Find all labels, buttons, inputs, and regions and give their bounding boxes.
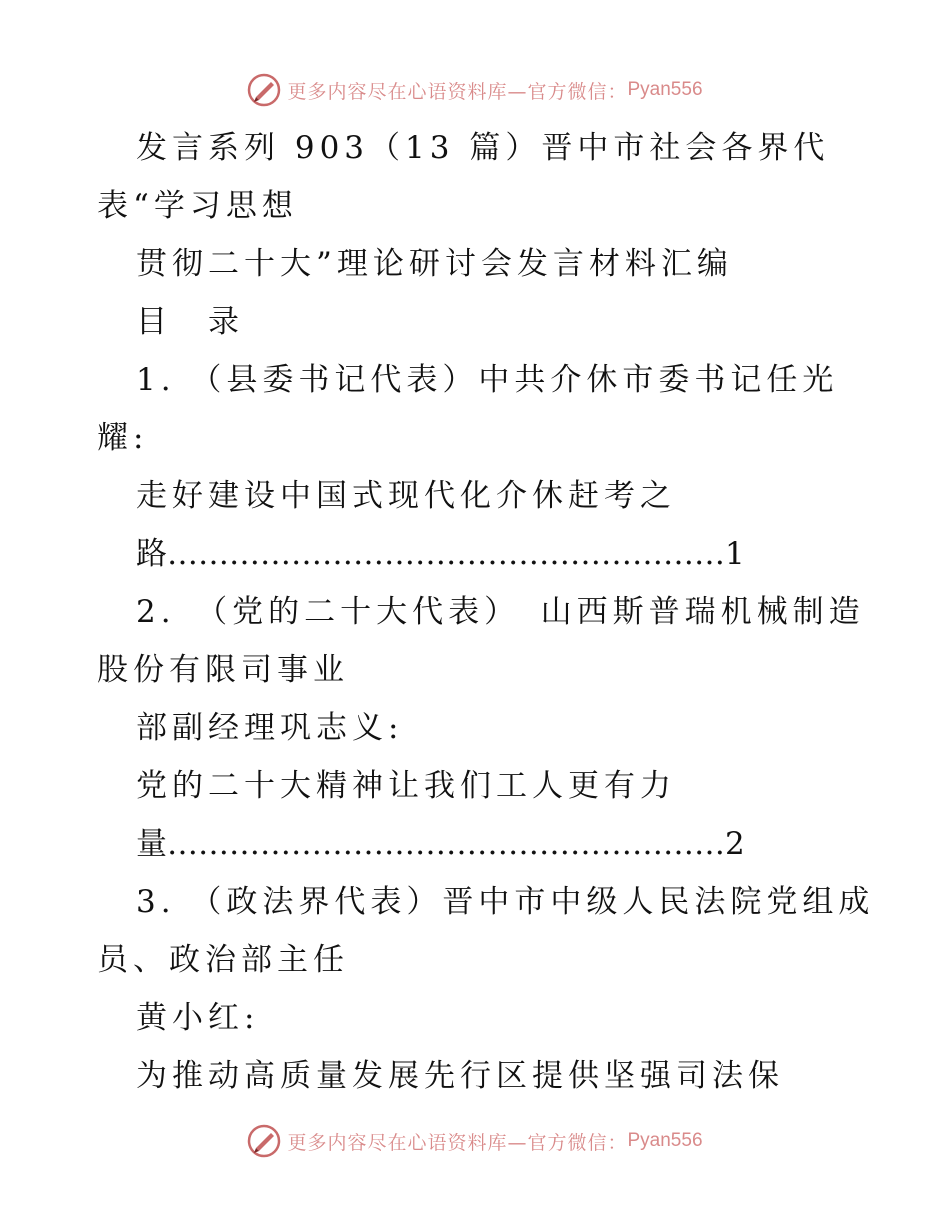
watermark-wechat-id: Pyan556 xyxy=(627,1130,703,1151)
toc-entry-1-line-3: 走好建设中国式现代化介休赶考之 xyxy=(136,478,676,514)
toc-entry-3-line-2: 员、政治部主任 xyxy=(97,942,349,978)
document-title-line-1: 发言系列 903（13 篇）晋中市社会各界代 xyxy=(136,130,830,166)
header-watermark xyxy=(0,70,950,110)
toc-entry-2-line-4: 党的二十大精神让我们工人更有力 xyxy=(136,768,676,804)
toc-entry-2-line-5: 量………………………………………………2 xyxy=(136,826,745,862)
toc-entry-1-line-2: 耀: xyxy=(97,420,149,456)
toc-entry-3-line-3: 黄小红: xyxy=(136,1000,260,1036)
document-title-line-2: 表“学习思想 xyxy=(97,188,298,224)
toc-entry-3-line-1: 3. （政法界代表）晋中市中级人民法院党组成 xyxy=(136,884,875,920)
watermark-text: 更多内容尽在心语资料库—官方微信： xyxy=(287,1131,628,1154)
toc-entry-2-line-1: 2. （党的二十大代表） 山西斯普瑞机械制造 xyxy=(136,594,865,630)
toc-entry-2-line-3: 部副经理巩志义: xyxy=(136,710,404,746)
toc-entry-2-line-2: 股份有限司事业 xyxy=(97,652,349,688)
pen-seal-logo-icon xyxy=(247,1124,281,1158)
pen-seal-logo-icon xyxy=(247,73,281,107)
document-title-line-3: 贯彻二十大”理论研讨会发言材料汇编 xyxy=(136,246,733,282)
toc-entry-1-line-4: 路………………………………………………1 xyxy=(136,536,745,572)
toc-entry-1-line-1: 1. （县委书记代表）中共介休市委书记任光 xyxy=(136,362,839,398)
toc-heading: 目 录 xyxy=(136,304,244,340)
footer-watermark xyxy=(0,1121,950,1161)
watermark-wechat-id: Pyan556 xyxy=(627,79,703,100)
toc-entry-3-line-4: 为推动高质量发展先行区提供坚强司法保 xyxy=(136,1058,784,1094)
watermark-text: 更多内容尽在心语资料库—官方微信： xyxy=(287,80,628,103)
